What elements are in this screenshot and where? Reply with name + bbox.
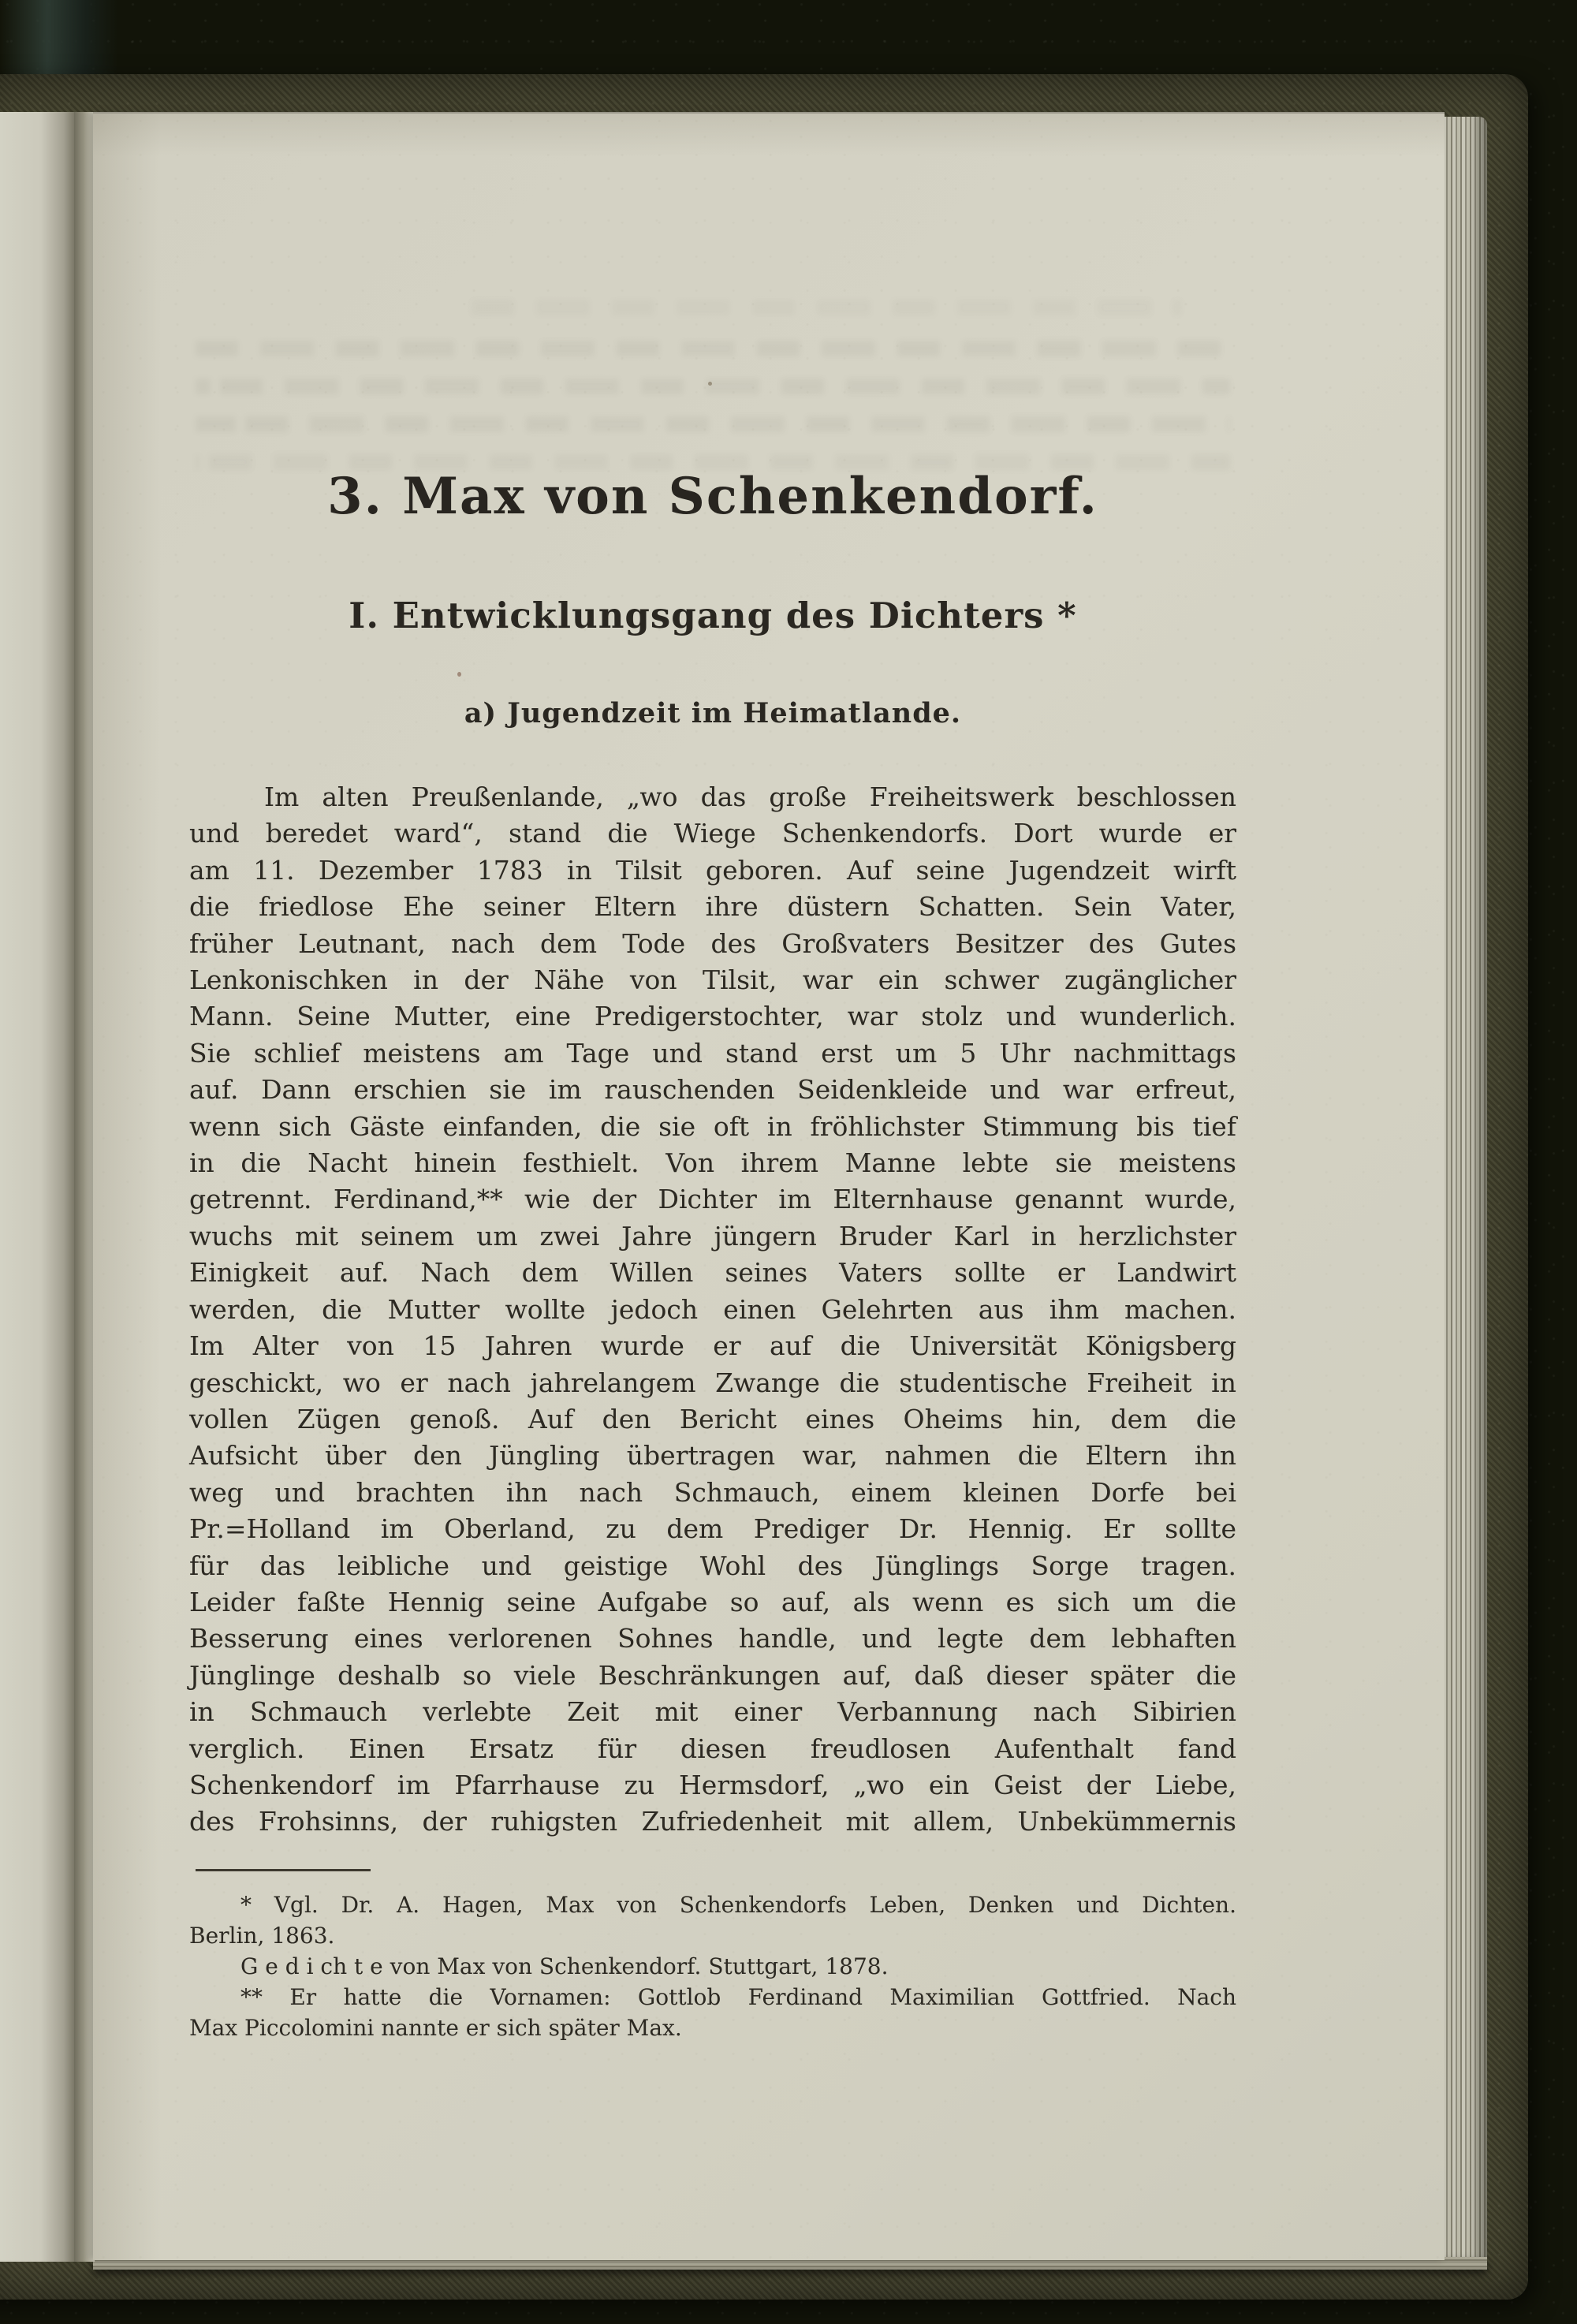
body-text-line: in Schmauch verlebte Zeit mit einer Verbannung nach Sibirien [189,1696,1236,1728]
body-text-line: des Frohsinns, der ruhigsten Zufriedenheit mit allem, Unbekümmernis [189,1806,1236,1837]
body-text-line: Schenkendorf im Pfarrhause zu Hermsdorf, „wo ein Geist der Liebe, [189,1769,1236,1800]
body-text-line: Im Alter von 15 Jahren wurde er auf die Universität Königsberg [189,1330,1236,1362]
subsection-heading: a) Jugendzeit im Heimatlande. [464,697,962,729]
body-text-line: Besserung eines verlorenen Sohnes handle, und legte dem lebhaften [189,1623,1236,1654]
page-edges-right [1443,117,1487,2265]
body-text-line: Leider faßte Hennig seine Aufgabe so auf, als wenn es sich um die [189,1586,1236,1617]
body-text-line: Im alten Preußenlande, „wo das große Freiheitswerk beschlossen [264,782,1236,812]
footnote-line: * Vgl. Dr. A. Hagen, Max von Schenkendorfs Leben, Denken und Dichten. [240,1892,1236,1918]
section-heading: I. Entwicklungsgang des Dichters * [349,595,1077,636]
body-text-line: in die Nacht hinein festhielt. Von ihrem Manne lebte sie meistens [189,1147,1236,1179]
paper-speck [457,672,461,677]
body-text-line: früher Leutnant, nach dem Tode des Großvaters Besitzer des Gutes [189,927,1236,959]
show-through-text [196,379,1230,394]
body-text-line: Pr.=Holland im Oberland, zu dem Prediger Dr. Hennig. Er sollte [189,1513,1236,1545]
facing-page-edge [0,112,74,2262]
body-text-line: für das leibliche und geistige Wohl des Jünglings Sorge tragen. [189,1550,1236,1581]
show-through-text [472,300,1181,315]
footnotes [189,1889,1236,2043]
body-text-line: verglich. Einen Ersatz für diesen freudlosen Aufenthalt fand [189,1733,1236,1764]
body-text-line: Jünglinge deshalb so viele Beschränkungen auf, daß dieser später die [189,1659,1236,1691]
show-through-text [196,416,1230,432]
body-text-line: Mann. Seine Mutter, eine Predigerstochter, war stolz und wunderlich. [189,1001,1236,1032]
paper-speck [708,382,712,386]
body-text-line: auf. Dann erschien sie im rauschenden Seidenkleide und war erfreut, [189,1074,1236,1106]
body-text-line: vollen Zügen genoß. Auf den Bericht eines Oheims hin, dem die [189,1403,1236,1434]
body-text-line: Einigkeit auf. Nach dem Willen seines Vaters sollte er Landwirt [189,1257,1236,1289]
body-text [189,779,1236,1841]
body-text-line: weg und brachten ihn nach Schmauch, einem kleinen Dorfe bei [189,1476,1236,1508]
gutter-shadow [74,112,95,2262]
body-text-line: wuchs mit seinem um zwei Jahre jüngern Bruder Karl in herzlichster [189,1220,1236,1252]
body-text-line: die friedlose Ehe seiner Eltern ihre düstern Schatten. Sein Vater, [189,891,1236,923]
body-text-line: geschickt, wo er nach jahrelangem Zwange die studentische Freiheit in [189,1367,1236,1398]
chapter-title: 3. Max von Schenkendorf. [327,467,1098,526]
footnote-line: Max Piccolomini nannte er sich später Max. [189,2015,682,2041]
body-text-line: Sie schlief meistens am Tage und stand erst um 5 Uhr nachmittags [189,1037,1236,1069]
footnote-line: ** Er hatte die Vornamen: Gottlob Ferdinand Maximilian Gottfried. Nach [240,1984,1236,2010]
footnote-line: G e d i ch t e von Max von Schenkendorf. Stuttgart, 1878. [240,1953,889,1979]
body-text-line: werden, die Mutter wollte jedoch einen Gelehrten aus ihm machen. [189,1293,1236,1325]
body-text-line: Aufsicht über den Jüngling übertragen war, nahmen die Eltern ihn [189,1440,1236,1472]
body-text-line: am 11. Dezember 1783 in Tilsit geboren. Auf seine Jugendzeit wirft [189,854,1236,886]
body-text-line: getrennt. Ferdinand,** wie der Dichter im Elternhause genannt wurde, [189,1184,1236,1215]
show-through-text [196,341,1230,356]
body-text-line: wenn sich Gäste einfanden, die sie oft in fröhlichster Stimmung bis tief [189,1110,1236,1142]
book-page [93,112,1445,2260]
footnote-line: Berlin, 1863. [189,1923,335,1949]
body-text-line: Lenkonischken in der Nähe von Tilsit, war ein schwer zugänglicher [189,964,1236,996]
footnote-separator [196,1869,371,1871]
body-text-line: und beredet ward“, stand die Wiege Schenkendorfs. Dort wurde er [189,818,1236,849]
